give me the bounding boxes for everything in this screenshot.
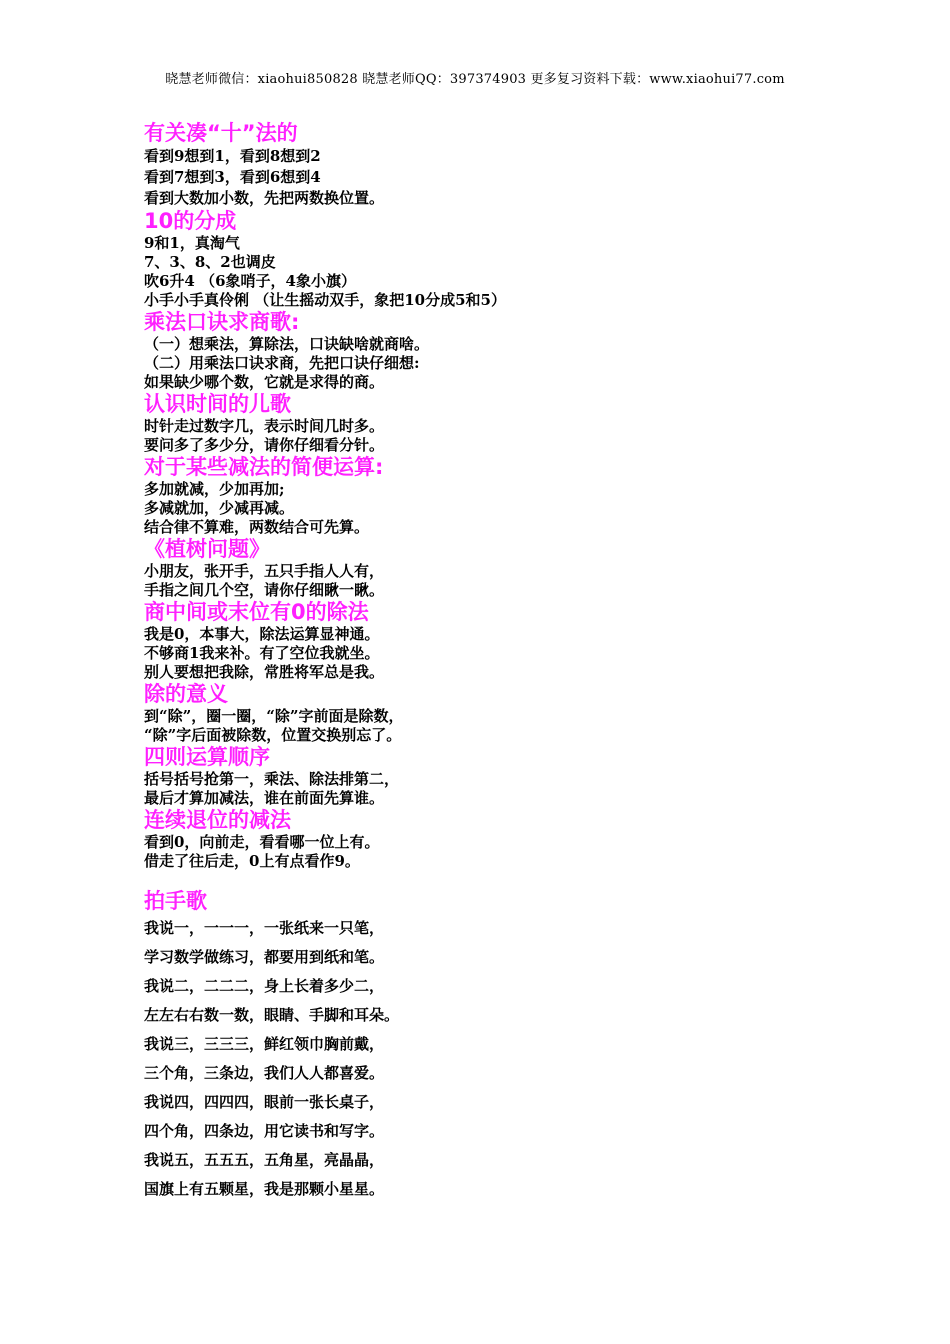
section-title: 有关凑“十”法的 <box>144 121 298 145</box>
text-line: 我说五，五五五，五角星，亮晶晶， <box>144 1151 385 1169</box>
section-title: 乘法口诀求商歌: <box>144 310 300 334</box>
section-multiplication-quotient <box>144 310 864 392</box>
text-line: 最后才算加减法，谁在前面先算谁。 <box>144 789 385 807</box>
section-telling-time <box>144 392 864 455</box>
section-clap-song <box>144 889 864 1204</box>
section-title: 《植树问题》 <box>144 537 270 561</box>
text-line: 左左右右数一数，眼睛、手脚和耳朵。 <box>144 1006 400 1024</box>
text-line: （一）想乘法，算除法，口诀缺啥就商啥。 <box>144 335 430 353</box>
text-line: 我说一，一一一，一张纸来一只笔， <box>144 919 385 937</box>
text-line: 别人要想把我除，常胜将军总是我。 <box>144 663 385 681</box>
section-title: 连续退位的减法 <box>144 808 291 832</box>
text-line: “除”字后面被除数，位置交换别忘了。 <box>144 726 402 744</box>
section-title: 对于某些减法的简便运算: <box>144 455 384 479</box>
text-line: 到“除”，圈一圈，“除”字前面是除数， <box>144 707 404 725</box>
section-tree-planting <box>144 537 864 600</box>
section-zero-division <box>144 600 864 682</box>
text-line: 多减就加，少减再减。 <box>144 499 295 517</box>
section-operation-order <box>144 745 864 808</box>
text-line: 四个角，四条边，用它读书和写字。 <box>144 1122 385 1140</box>
section-title: 认识时间的儿歌 <box>144 392 291 416</box>
section-title: 拍手歌 <box>144 889 207 913</box>
text-line: 借走了往后走，0上有点看作9。 <box>144 852 360 870</box>
text-line: 多加就减，少加再加; <box>144 480 285 498</box>
text-line: 三个角，三条边，我们人人都喜爱。 <box>144 1064 385 1082</box>
text-line: 手指之间几个空，请你仔细瞅一瞅。 <box>144 581 385 599</box>
text-line: 我说四，四四四，眼前一张长桌子， <box>144 1093 385 1111</box>
text-line: 看到0，向前走，看看哪一位上有。 <box>144 833 380 851</box>
section-division-meaning <box>144 682 864 745</box>
text-line: 学习数学做练习，都要用到纸和笔。 <box>144 948 385 966</box>
section-title: 10的分成 <box>144 209 237 233</box>
section-title: 除的意义 <box>144 682 228 706</box>
section-gap <box>144 871 864 889</box>
text-line: 时针走过数字几，表示时间几时多。 <box>144 417 385 435</box>
text-line: 括号括号抢第一，乘法、除法排第二， <box>144 770 400 788</box>
section-title: 商中间或末位有0的除法 <box>144 600 369 624</box>
text-line: （二）用乘法口诀求商，先把口诀仔细想: <box>144 354 420 372</box>
text-line: 吹6升4 （6象哨子，4象小旗） <box>144 272 356 290</box>
text-line: 要问多了多少分，请你仔细看分针。 <box>144 436 385 454</box>
text-line: 我是0，本事大，除法运算显神通。 <box>144 625 380 643</box>
section-subtraction-shortcut <box>144 455 864 537</box>
text-line: 7、3、8、2也调皮 <box>144 253 276 271</box>
section-title: 四则运算顺序 <box>144 745 270 769</box>
section-borrow-subtraction <box>144 808 864 871</box>
text-line: 小手小手真伶俐 （让生摇动双手，象把10分成5和5） <box>144 291 506 309</box>
text-line: 如果缺少哪个数，它就是求得的商。 <box>144 373 385 391</box>
text-line: 我说二，二二二，身上长着多少二， <box>144 977 385 995</box>
text-line: 看到7想到3，看到6想到4 <box>144 168 321 186</box>
document-body <box>144 121 864 1204</box>
page-header: 晓慧老师微信：xiaohui850828 晓慧老师QQ：397374903 更多复习资料下载：www.xiaohui77.com <box>165 72 785 87</box>
text-line: 国旗上有五颗星，我是那颗小星星。 <box>144 1180 385 1198</box>
text-line: 小朋友，张开手，五只手指人人有， <box>144 562 385 580</box>
text-line: 我说三，三三三，鲜红领巾胸前戴， <box>144 1035 385 1053</box>
text-line: 不够商1我来补。有了空位我就坐。 <box>144 644 380 662</box>
section-make-ten <box>144 121 864 209</box>
text-line: 结合律不算难，两数结合可先算。 <box>144 518 370 536</box>
section-ten-split <box>144 209 864 310</box>
text-line: 看到大数加小数，先把两数换位置。 <box>144 189 385 207</box>
text-line: 9和1，真淘气 <box>144 234 240 252</box>
text-line: 看到9想到1，看到8想到2 <box>144 147 321 165</box>
